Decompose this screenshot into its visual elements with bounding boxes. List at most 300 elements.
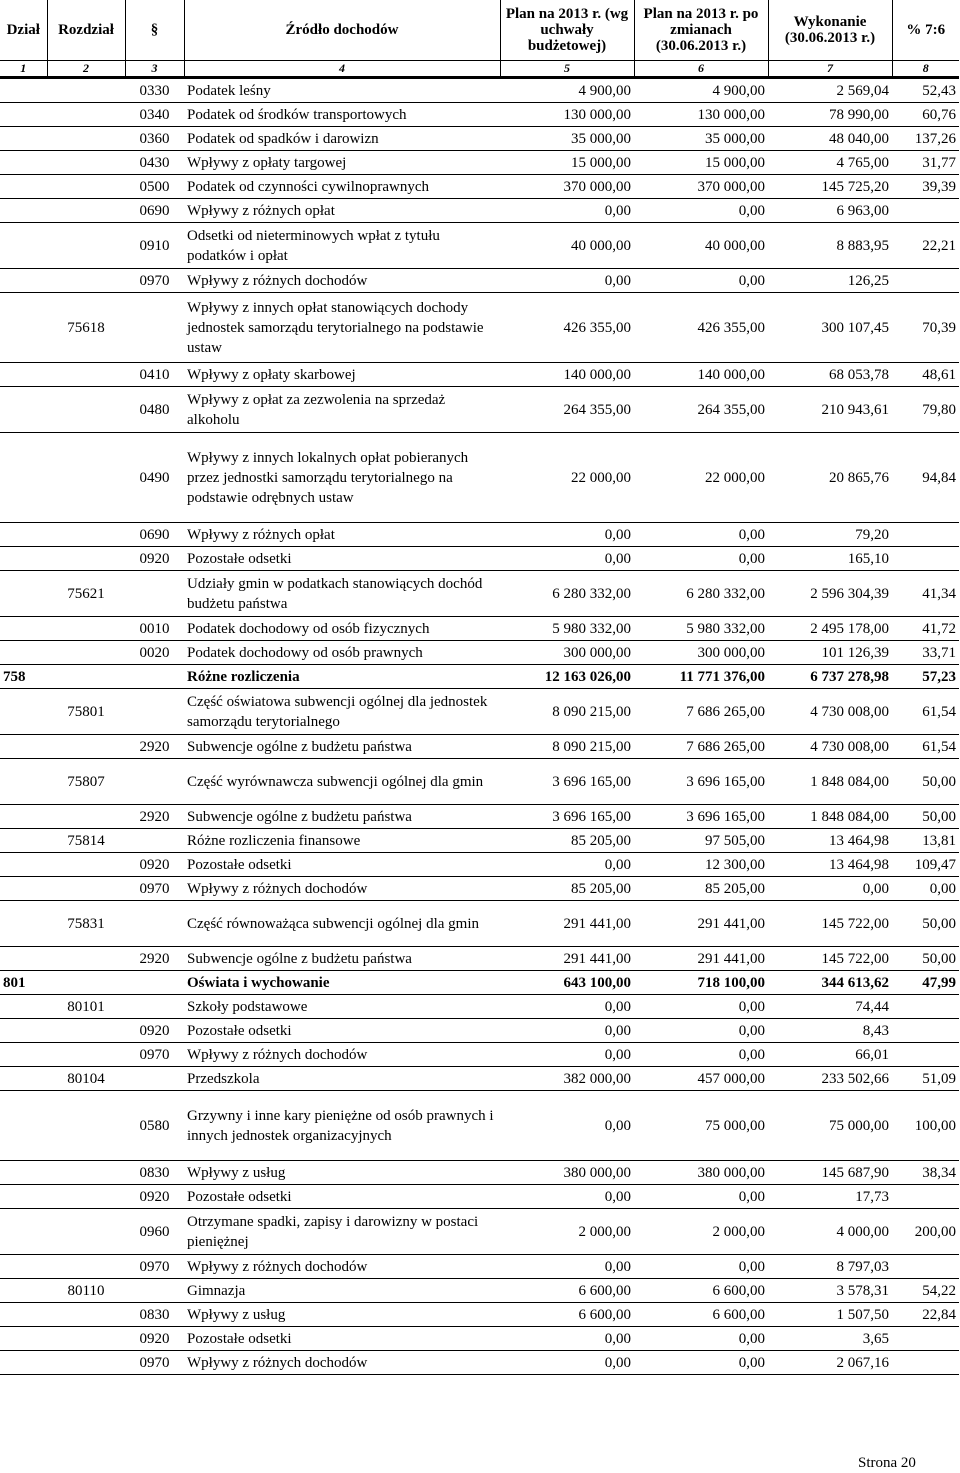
wykonanie-cell: 75 000,00 <box>768 1091 892 1161</box>
table-row <box>0 1279 959 1303</box>
wykonanie-cell: 4 730 008,00 <box>768 735 892 759</box>
paragraf-cell: 2920 <box>125 805 184 829</box>
source-name-cell: Wpływy z różnych dochodów <box>184 1255 500 1279</box>
plan-zmiany-cell: 0,00 <box>634 523 768 547</box>
table-row <box>0 995 959 1019</box>
source-name-cell: Podatek leśny <box>184 78 500 103</box>
procent-cell: 54,22 <box>892 1279 959 1303</box>
rozdzial-cell: 80110 <box>47 1279 125 1303</box>
procent-cell: 50,00 <box>892 805 959 829</box>
paragraf-cell: 0480 <box>125 387 184 433</box>
rozdzial-cell <box>47 1327 125 1351</box>
dzial-cell <box>0 523 47 547</box>
dzial-cell <box>0 641 47 665</box>
paragraf-cell: 0690 <box>125 199 184 223</box>
wykonanie-cell: 4 730 008,00 <box>768 689 892 735</box>
source-name-cell: Wpływy z różnych dochodów <box>184 269 500 293</box>
dzial-cell <box>0 759 47 805</box>
wykonanie-cell: 145 725,20 <box>768 175 892 199</box>
plan-zmiany-cell: 718 100,00 <box>634 971 768 995</box>
paragraf-cell: 0970 <box>125 1043 184 1067</box>
paragraf-cell: 0690 <box>125 523 184 547</box>
rozdzial-cell <box>47 78 125 103</box>
table-row <box>0 759 959 805</box>
source-name-cell: Wpływy z opłat za zezwolenia na sprzedaż alkoholu <box>184 387 500 433</box>
dzial-cell <box>0 175 47 199</box>
procent-cell: 48,61 <box>892 363 959 387</box>
procent-cell: 200,00 <box>892 1209 959 1255</box>
plan-zmiany-cell: 370 000,00 <box>634 175 768 199</box>
table-row <box>0 617 959 641</box>
dzial-cell <box>0 617 47 641</box>
procent-cell: 13,81 <box>892 829 959 853</box>
wykonanie-cell: 101 126,39 <box>768 641 892 665</box>
column-number: 7 <box>768 61 892 78</box>
rozdzial-cell <box>47 1303 125 1327</box>
source-name-cell: Wpływy z innych opłat stanowiących dochody jednostek samorządu terytorialnego na podstawie ustaw <box>184 293 500 363</box>
dzial-cell <box>0 363 47 387</box>
wykonanie-cell: 13 464,98 <box>768 853 892 877</box>
table-row <box>0 363 959 387</box>
source-name-cell: Wpływy z różnych opłat <box>184 199 500 223</box>
source-name-cell: Wpływy z różnych dochodów <box>184 1043 500 1067</box>
procent-cell <box>892 995 959 1019</box>
table-row <box>0 151 959 175</box>
table-row <box>0 1067 959 1091</box>
plan-uchwaly-cell: 4 900,00 <box>500 78 634 103</box>
wykonanie-cell: 13 464,98 <box>768 829 892 853</box>
plan-uchwaly-cell: 0,00 <box>500 853 634 877</box>
dzial-cell <box>0 1303 47 1327</box>
rozdzial-cell <box>47 1043 125 1067</box>
paragraf-cell: 0920 <box>125 1019 184 1043</box>
procent-cell <box>892 523 959 547</box>
dzial-cell <box>0 1161 47 1185</box>
source-name-cell: Podatek od środków transportowych <box>184 103 500 127</box>
paragraf-cell <box>125 665 184 689</box>
table-row <box>0 78 959 103</box>
wykonanie-cell: 48 040,00 <box>768 127 892 151</box>
procent-cell: 47,99 <box>892 971 959 995</box>
dzial-cell <box>0 1043 47 1067</box>
table-row <box>0 387 959 433</box>
rozdzial-cell: 75801 <box>47 689 125 735</box>
paragraf-cell: 0330 <box>125 78 184 103</box>
plan-uchwaly-cell: 8 090 215,00 <box>500 735 634 759</box>
rozdzial-cell <box>47 363 125 387</box>
table-row <box>0 689 959 735</box>
paragraf-cell: 0360 <box>125 127 184 151</box>
rozdzial-cell: 80101 <box>47 995 125 1019</box>
plan-zmiany-cell: 5 980 332,00 <box>634 617 768 641</box>
dzial-cell <box>0 1185 47 1209</box>
plan-zmiany-cell: 6 280 332,00 <box>634 571 768 617</box>
plan-uchwaly-cell: 426 355,00 <box>500 293 634 363</box>
table-row <box>0 641 959 665</box>
table-row <box>0 1255 959 1279</box>
header-wykonanie: Wykonanie (30.06.2013 r.) <box>768 0 892 61</box>
table-row <box>0 571 959 617</box>
source-name-cell: Subwencje ogólne z budżetu państwa <box>184 735 500 759</box>
plan-uchwaly-cell: 0,00 <box>500 1019 634 1043</box>
wykonanie-cell: 145 687,90 <box>768 1161 892 1185</box>
table-row <box>0 547 959 571</box>
source-name-cell: Pozostałe odsetki <box>184 1327 500 1351</box>
plan-zmiany-cell: 264 355,00 <box>634 387 768 433</box>
paragraf-cell: 0910 <box>125 223 184 269</box>
procent-cell <box>892 1327 959 1351</box>
header-zrodlo: Źródło dochodów <box>184 0 500 61</box>
plan-zmiany-cell: 291 441,00 <box>634 901 768 947</box>
plan-uchwaly-cell: 300 000,00 <box>500 641 634 665</box>
plan-uchwaly-cell: 6 600,00 <box>500 1303 634 1327</box>
plan-zmiany-cell: 97 505,00 <box>634 829 768 853</box>
paragraf-cell: 0410 <box>125 363 184 387</box>
table-row <box>0 175 959 199</box>
paragraf-cell: 2920 <box>125 735 184 759</box>
procent-cell <box>892 1351 959 1375</box>
table-row <box>0 805 959 829</box>
paragraf-cell: 0970 <box>125 269 184 293</box>
dzial-cell <box>0 269 47 293</box>
paragraf-cell: 0830 <box>125 1303 184 1327</box>
plan-uchwaly-cell: 0,00 <box>500 1327 634 1351</box>
header-plan-zmiany: Plan na 2013 r. po zmianach (30.06.2013 r.) <box>634 0 768 61</box>
table-row <box>0 971 959 995</box>
source-name-cell: Pozostałe odsetki <box>184 853 500 877</box>
dzial-cell <box>0 1019 47 1043</box>
plan-zmiany-cell: 0,00 <box>634 1043 768 1067</box>
wykonanie-cell: 4 000,00 <box>768 1209 892 1255</box>
table-row <box>0 1161 959 1185</box>
wykonanie-cell: 78 990,00 <box>768 103 892 127</box>
source-name-cell: Wpływy z opłaty skarbowej <box>184 363 500 387</box>
paragraf-cell: 0830 <box>125 1161 184 1185</box>
rozdzial-cell <box>47 877 125 901</box>
rozdzial-cell <box>47 269 125 293</box>
plan-uchwaly-cell: 12 163 026,00 <box>500 665 634 689</box>
source-name-cell: Podatek dochodowy od osób fizycznych <box>184 617 500 641</box>
header-paragraf: § <box>125 0 184 61</box>
rozdzial-cell <box>47 1091 125 1161</box>
rozdzial-cell <box>47 971 125 995</box>
source-name-cell: Wpływy z usług <box>184 1161 500 1185</box>
wykonanie-cell: 165,10 <box>768 547 892 571</box>
source-name-cell: Grzywny i inne kary pieniężne od osób prawnych i innych jednostek organizacyjnych <box>184 1091 500 1161</box>
plan-uchwaly-cell: 5 980 332,00 <box>500 617 634 641</box>
page-number: Strona 20 <box>858 1455 916 1471</box>
source-name-cell: Różne rozliczenia finansowe <box>184 829 500 853</box>
rozdzial-cell <box>47 617 125 641</box>
plan-zmiany-cell: 7 686 265,00 <box>634 735 768 759</box>
wykonanie-cell: 145 722,00 <box>768 947 892 971</box>
table-row <box>0 853 959 877</box>
procent-cell: 41,72 <box>892 617 959 641</box>
paragraf-cell: 0920 <box>125 1327 184 1351</box>
plan-zmiany-cell: 380 000,00 <box>634 1161 768 1185</box>
table-row <box>0 901 959 947</box>
plan-uchwaly-cell: 0,00 <box>500 269 634 293</box>
source-name-cell: Część równoważąca subwencji ogólnej dla gmin <box>184 901 500 947</box>
table-row <box>0 877 959 901</box>
dzial-cell <box>0 571 47 617</box>
dzial-cell <box>0 387 47 433</box>
rozdzial-cell: 75618 <box>47 293 125 363</box>
rozdzial-cell: 75621 <box>47 571 125 617</box>
plan-uchwaly-cell: 0,00 <box>500 1043 634 1067</box>
column-number: 6 <box>634 61 768 78</box>
paragraf-cell: 0920 <box>125 1185 184 1209</box>
source-name-cell: Przedszkola <box>184 1067 500 1091</box>
rozdzial-cell <box>47 735 125 759</box>
table-row <box>0 735 959 759</box>
paragraf-cell <box>125 995 184 1019</box>
source-name-cell: Szkoły podstawowe <box>184 995 500 1019</box>
procent-cell <box>892 1043 959 1067</box>
plan-zmiany-cell: 3 696 165,00 <box>634 805 768 829</box>
paragraf-cell: 2920 <box>125 947 184 971</box>
table-row <box>0 293 959 363</box>
procent-cell: 38,34 <box>892 1161 959 1185</box>
plan-zmiany-cell: 0,00 <box>634 1327 768 1351</box>
source-name-cell: Różne rozliczenia <box>184 665 500 689</box>
procent-cell: 41,34 <box>892 571 959 617</box>
wykonanie-cell: 126,25 <box>768 269 892 293</box>
dzial-cell: 758 <box>0 665 47 689</box>
plan-zmiany-cell: 15 000,00 <box>634 151 768 175</box>
plan-uchwaly-cell: 0,00 <box>500 1185 634 1209</box>
plan-uchwaly-cell: 643 100,00 <box>500 971 634 995</box>
paragraf-cell: 0970 <box>125 877 184 901</box>
source-name-cell: Subwencje ogólne z budżetu państwa <box>184 805 500 829</box>
header-plan-uchwaly: Plan na 2013 r. (wg uchwały budżetowej) <box>500 0 634 61</box>
dzial-cell <box>0 1327 47 1351</box>
procent-cell: 94,84 <box>892 433 959 523</box>
dzial-cell <box>0 433 47 523</box>
plan-uchwaly-cell: 22 000,00 <box>500 433 634 523</box>
wykonanie-cell: 79,20 <box>768 523 892 547</box>
source-name-cell: Wpływy z różnych opłat <box>184 523 500 547</box>
rozdzial-cell <box>47 103 125 127</box>
procent-cell: 50,00 <box>892 901 959 947</box>
wykonanie-cell: 68 053,78 <box>768 363 892 387</box>
plan-uchwaly-cell: 0,00 <box>500 547 634 571</box>
plan-uchwaly-cell: 0,00 <box>500 1351 634 1375</box>
paragraf-cell <box>125 829 184 853</box>
procent-cell: 0,00 <box>892 877 959 901</box>
procent-cell: 31,77 <box>892 151 959 175</box>
procent-cell <box>892 199 959 223</box>
source-name-cell: Część oświatowa subwencji ogólnej dla jednostek samorządu terytorialnego <box>184 689 500 735</box>
wykonanie-cell: 6 963,00 <box>768 199 892 223</box>
plan-zmiany-cell: 426 355,00 <box>634 293 768 363</box>
paragraf-cell <box>125 1279 184 1303</box>
plan-uchwaly-cell: 3 696 165,00 <box>500 759 634 805</box>
plan-zmiany-cell: 300 000,00 <box>634 641 768 665</box>
rozdzial-cell <box>47 433 125 523</box>
plan-zmiany-cell: 0,00 <box>634 1351 768 1375</box>
paragraf-cell: 0020 <box>125 641 184 665</box>
table-row <box>0 1091 959 1161</box>
procent-cell: 50,00 <box>892 947 959 971</box>
plan-zmiany-cell: 40 000,00 <box>634 223 768 269</box>
wykonanie-cell: 300 107,45 <box>768 293 892 363</box>
procent-cell: 60,76 <box>892 103 959 127</box>
procent-cell: 22,21 <box>892 223 959 269</box>
wykonanie-cell: 344 613,62 <box>768 971 892 995</box>
table-row <box>0 1351 959 1375</box>
rozdzial-cell <box>47 805 125 829</box>
dzial-cell <box>0 1091 47 1161</box>
wykonanie-cell: 1 507,50 <box>768 1303 892 1327</box>
paragraf-cell: 0430 <box>125 151 184 175</box>
wykonanie-cell: 8 883,95 <box>768 223 892 269</box>
column-number: 2 <box>47 61 125 78</box>
procent-cell <box>892 547 959 571</box>
column-number-row <box>0 61 959 78</box>
table-row <box>0 223 959 269</box>
rozdzial-cell <box>47 523 125 547</box>
plan-uchwaly-cell: 3 696 165,00 <box>500 805 634 829</box>
paragraf-cell <box>125 293 184 363</box>
table-row <box>0 523 959 547</box>
rozdzial-cell <box>47 387 125 433</box>
source-name-cell: Pozostałe odsetki <box>184 1185 500 1209</box>
plan-uchwaly-cell: 140 000,00 <box>500 363 634 387</box>
paragraf-cell <box>125 759 184 805</box>
dzial-cell: 801 <box>0 971 47 995</box>
table-row <box>0 1209 959 1255</box>
wykonanie-cell: 2 596 304,39 <box>768 571 892 617</box>
source-name-cell: Subwencje ogólne z budżetu państwa <box>184 947 500 971</box>
wykonanie-cell: 74,44 <box>768 995 892 1019</box>
table-row <box>0 1303 959 1327</box>
source-name-cell: Wpływy z różnych dochodów <box>184 1351 500 1375</box>
wykonanie-cell: 2 067,16 <box>768 1351 892 1375</box>
rozdzial-cell <box>47 1351 125 1375</box>
procent-cell: 57,23 <box>892 665 959 689</box>
procent-cell <box>892 1255 959 1279</box>
procent-cell: 50,00 <box>892 759 959 805</box>
paragraf-cell: 0500 <box>125 175 184 199</box>
rozdzial-cell <box>47 1209 125 1255</box>
rozdzial-cell <box>47 665 125 689</box>
plan-zmiany-cell: 75 000,00 <box>634 1091 768 1161</box>
plan-zmiany-cell: 457 000,00 <box>634 1067 768 1091</box>
plan-zmiany-cell: 6 600,00 <box>634 1279 768 1303</box>
plan-zmiany-cell: 291 441,00 <box>634 947 768 971</box>
plan-uchwaly-cell: 0,00 <box>500 1255 634 1279</box>
wykonanie-cell: 17,73 <box>768 1185 892 1209</box>
wykonanie-cell: 20 865,76 <box>768 433 892 523</box>
procent-cell: 61,54 <box>892 735 959 759</box>
table-row <box>0 433 959 523</box>
column-number: 8 <box>892 61 959 78</box>
column-number: 3 <box>125 61 184 78</box>
table-row <box>0 665 959 689</box>
procent-cell: 70,39 <box>892 293 959 363</box>
rozdzial-cell <box>47 151 125 175</box>
dzial-cell <box>0 1067 47 1091</box>
plan-uchwaly-cell: 85 205,00 <box>500 877 634 901</box>
rozdzial-cell <box>47 547 125 571</box>
procent-cell: 79,80 <box>892 387 959 433</box>
plan-zmiany-cell: 2 000,00 <box>634 1209 768 1255</box>
paragraf-cell: 0340 <box>125 103 184 127</box>
procent-cell <box>892 1019 959 1043</box>
rozdzial-cell <box>47 1161 125 1185</box>
plan-uchwaly-cell: 35 000,00 <box>500 127 634 151</box>
rozdzial-cell <box>47 175 125 199</box>
rozdzial-cell <box>47 127 125 151</box>
rozdzial-cell: 80104 <box>47 1067 125 1091</box>
wykonanie-cell: 145 722,00 <box>768 901 892 947</box>
procent-cell: 52,43 <box>892 78 959 103</box>
rozdzial-cell <box>47 199 125 223</box>
wykonanie-cell: 2 569,04 <box>768 78 892 103</box>
paragraf-cell <box>125 971 184 995</box>
dzial-cell <box>0 103 47 127</box>
dzial-cell <box>0 735 47 759</box>
plan-uchwaly-cell: 291 441,00 <box>500 901 634 947</box>
source-name-cell: Wpływy z innych lokalnych opłat pobieranych przez jednostki samorządu terytorialnego na podstawie odrębnych ustaw <box>184 433 500 523</box>
rozdzial-cell: 75814 <box>47 829 125 853</box>
table-row <box>0 1185 959 1209</box>
dzial-cell <box>0 901 47 947</box>
plan-uchwaly-cell: 291 441,00 <box>500 947 634 971</box>
plan-uchwaly-cell: 382 000,00 <box>500 1067 634 1091</box>
source-name-cell: Oświata i wychowanie <box>184 971 500 995</box>
plan-uchwaly-cell: 0,00 <box>500 199 634 223</box>
rozdzial-cell <box>47 1185 125 1209</box>
wykonanie-cell: 2 495 178,00 <box>768 617 892 641</box>
procent-cell: 39,39 <box>892 175 959 199</box>
rozdzial-cell <box>47 1019 125 1043</box>
plan-zmiany-cell: 0,00 <box>634 1255 768 1279</box>
dzial-cell <box>0 689 47 735</box>
source-name-cell: Pozostałe odsetki <box>184 547 500 571</box>
plan-zmiany-cell: 3 696 165,00 <box>634 759 768 805</box>
plan-uchwaly-cell: 8 090 215,00 <box>500 689 634 735</box>
paragraf-cell: 0960 <box>125 1209 184 1255</box>
source-name-cell: Podatek dochodowy od osób prawnych <box>184 641 500 665</box>
paragraf-cell <box>125 1067 184 1091</box>
rozdzial-cell: 75807 <box>47 759 125 805</box>
dzial-cell <box>0 127 47 151</box>
header-dzial: Dział <box>0 0 47 61</box>
plan-zmiany-cell: 35 000,00 <box>634 127 768 151</box>
paragraf-cell <box>125 689 184 735</box>
dzial-cell <box>0 199 47 223</box>
procent-cell: 100,00 <box>892 1091 959 1161</box>
plan-zmiany-cell: 4 900,00 <box>634 78 768 103</box>
dzial-cell <box>0 853 47 877</box>
table-row <box>0 127 959 151</box>
source-name-cell: Wpływy z różnych dochodów <box>184 877 500 901</box>
wykonanie-cell: 1 848 084,00 <box>768 759 892 805</box>
paragraf-cell: 0920 <box>125 547 184 571</box>
table-row <box>0 1019 959 1043</box>
plan-zmiany-cell: 7 686 265,00 <box>634 689 768 735</box>
plan-uchwaly-cell: 40 000,00 <box>500 223 634 269</box>
plan-uchwaly-cell: 0,00 <box>500 523 634 547</box>
rozdzial-cell <box>47 1255 125 1279</box>
dzial-cell <box>0 805 47 829</box>
plan-zmiany-cell: 11 771 376,00 <box>634 665 768 689</box>
plan-zmiany-cell: 0,00 <box>634 1019 768 1043</box>
dzial-cell <box>0 829 47 853</box>
plan-zmiany-cell: 12 300,00 <box>634 853 768 877</box>
